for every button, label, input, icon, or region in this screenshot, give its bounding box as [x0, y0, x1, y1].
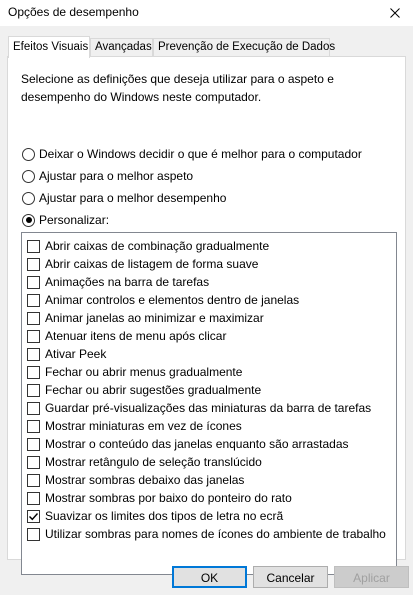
radio-button-selected[interactable] [22, 214, 35, 227]
list-item[interactable] [27, 526, 386, 542]
radio-label: Ajustar para o melhor aspeto [39, 169, 194, 183]
title-bar [0, 0, 413, 26]
checkbox[interactable] [27, 402, 40, 415]
radio-custom[interactable] [22, 212, 109, 228]
list-item-label: Fechar ou abrir menus gradualmente [45, 365, 243, 379]
tab-visual-effects[interactable]: Efeitos Visuais [8, 36, 90, 58]
list-item-label: Suavizar os limites dos tipos de letra no ecrã [45, 509, 284, 523]
close-button[interactable] [377, 0, 413, 26]
list-item-label: Abrir caixas de combinação gradualmente [45, 239, 270, 253]
checkbox[interactable] [27, 312, 40, 325]
list-item[interactable] [27, 238, 269, 254]
list-item[interactable] [27, 346, 106, 362]
checkbox[interactable] [27, 276, 40, 289]
checkbox[interactable] [27, 240, 40, 253]
list-item-label: Ativar Peek [45, 347, 107, 361]
checkbox[interactable] [27, 528, 40, 541]
tab-data-execution-prevention[interactable]: Prevenção de Execução de Dados [153, 38, 330, 57]
list-item[interactable] [27, 274, 209, 290]
checkbox[interactable] [27, 474, 40, 487]
list-item[interactable] [27, 310, 264, 326]
list-item[interactable] [27, 256, 258, 272]
checkmark-icon [28, 511, 39, 522]
radio-best-performance[interactable] [22, 190, 226, 206]
list-item[interactable] [27, 472, 244, 488]
dialog-client-area [0, 26, 413, 595]
checkbox[interactable] [27, 420, 40, 433]
radio-let-windows-decide[interactable] [22, 146, 362, 162]
radio-best-appearance[interactable] [22, 168, 193, 184]
checkbox[interactable] [27, 330, 40, 343]
list-item-label: Mostrar sombras por baixo do ponteiro do rato [45, 491, 292, 505]
tab-advanced[interactable]: Avançadas [90, 38, 153, 57]
list-item[interactable] [27, 328, 226, 344]
tab-panel-visual-effects [7, 56, 406, 560]
radio-button[interactable] [22, 192, 35, 205]
list-item[interactable] [27, 436, 349, 452]
list-item[interactable] [27, 490, 292, 506]
window-title: Opções de desempenho [8, 5, 139, 19]
list-item-label: Guardar pré-visualizações das miniaturas da barra de tarefas [45, 401, 372, 415]
radio-button[interactable] [22, 148, 35, 161]
checkbox[interactable] [27, 294, 40, 307]
checkbox[interactable] [27, 366, 40, 379]
close-icon [390, 8, 400, 18]
radio-button[interactable] [22, 170, 35, 183]
visual-effects-list[interactable] [21, 232, 397, 575]
list-item[interactable] [27, 382, 261, 398]
list-item[interactable] [27, 454, 262, 470]
list-item-label: Mostrar o conteúdo das janelas enquanto são arrastadas [45, 437, 349, 451]
apply-button[interactable]: Aplicar [334, 566, 409, 588]
radio-label: Personalizar: [39, 213, 110, 227]
list-item[interactable] [27, 508, 283, 524]
list-item[interactable] [27, 364, 242, 380]
list-item-label: Animações na barra de tarefas [45, 275, 210, 289]
list-item[interactable] [27, 418, 242, 434]
checkbox[interactable] [27, 456, 40, 469]
checkbox[interactable] [27, 384, 40, 397]
list-item-label: Abrir caixas de listagem de forma suave [45, 257, 259, 271]
list-item-label: Fechar ou abrir sugestões gradualmente [45, 383, 262, 397]
list-item[interactable] [27, 400, 371, 416]
checkbox[interactable] [27, 438, 40, 451]
checkbox[interactable] [27, 258, 40, 271]
checkbox-checked[interactable] [27, 510, 40, 523]
checkbox[interactable] [27, 348, 40, 361]
list-item-label: Mostrar miniaturas em vez de ícones [45, 419, 242, 433]
description-text: Selecione as definições que deseja utilizar para o aspeto e desempenho do Windows neste computador. [21, 72, 334, 104]
cancel-button[interactable]: Cancelar [253, 566, 328, 588]
list-item-label: Animar controlos e elementos dentro de janelas [45, 293, 300, 307]
ok-button[interactable]: OK [172, 566, 247, 588]
list-item-label: Mostrar sombras debaixo das janelas [45, 473, 245, 487]
list-item-label: Mostrar retângulo de seleção translúcido [45, 455, 262, 469]
checkbox[interactable] [27, 492, 40, 505]
list-item-label: Atenuar itens de menu após clicar [45, 329, 227, 343]
radio-label: Deixar o Windows decidir o que é melhor para o computador [39, 147, 362, 161]
list-item-label: Animar janelas ao minimizar e maximizar [45, 311, 264, 325]
radio-label: Ajustar para o melhor desempenho [39, 191, 227, 205]
list-item[interactable] [27, 292, 299, 308]
list-item-label: Utilizar sombras para nomes de ícones do ambiente de trabalho [45, 527, 386, 541]
